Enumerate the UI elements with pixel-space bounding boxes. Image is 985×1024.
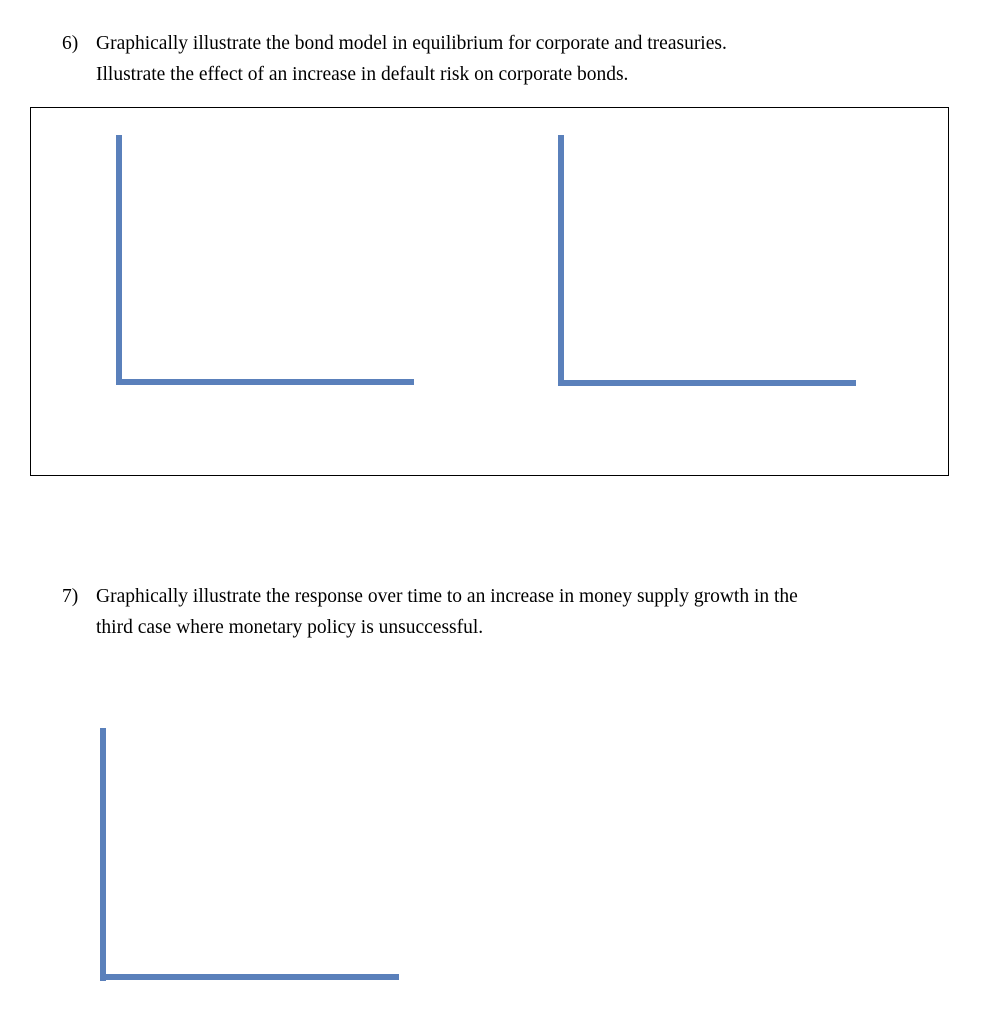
graph-2-y-axis <box>558 135 564 386</box>
question-text-line: third case where monetary policy is unsuccessful. <box>96 617 484 638</box>
question-text <box>96 28 727 90</box>
question-text-line: Graphically illustrate the bond model in equilibrium for corporate and treasuries. <box>96 33 727 54</box>
question-number: 6) <box>62 33 79 54</box>
graph-1-y-axis <box>116 135 122 385</box>
question-7 <box>62 581 798 643</box>
question-6 <box>62 28 727 90</box>
graph-3-y-axis <box>100 728 106 981</box>
question-text <box>96 581 798 643</box>
graph-1-x-axis <box>116 379 414 385</box>
answer-box-question-6 <box>30 107 949 476</box>
graph-3-x-axis <box>100 974 399 980</box>
graph-2-x-axis <box>558 380 856 386</box>
question-text-line: Graphically illustrate the response over time to an increase in money supply growth in the <box>96 586 798 607</box>
question-text-line: Illustrate the effect of an increase in default risk on corporate bonds. <box>96 64 629 85</box>
question-number: 7) <box>62 586 79 607</box>
